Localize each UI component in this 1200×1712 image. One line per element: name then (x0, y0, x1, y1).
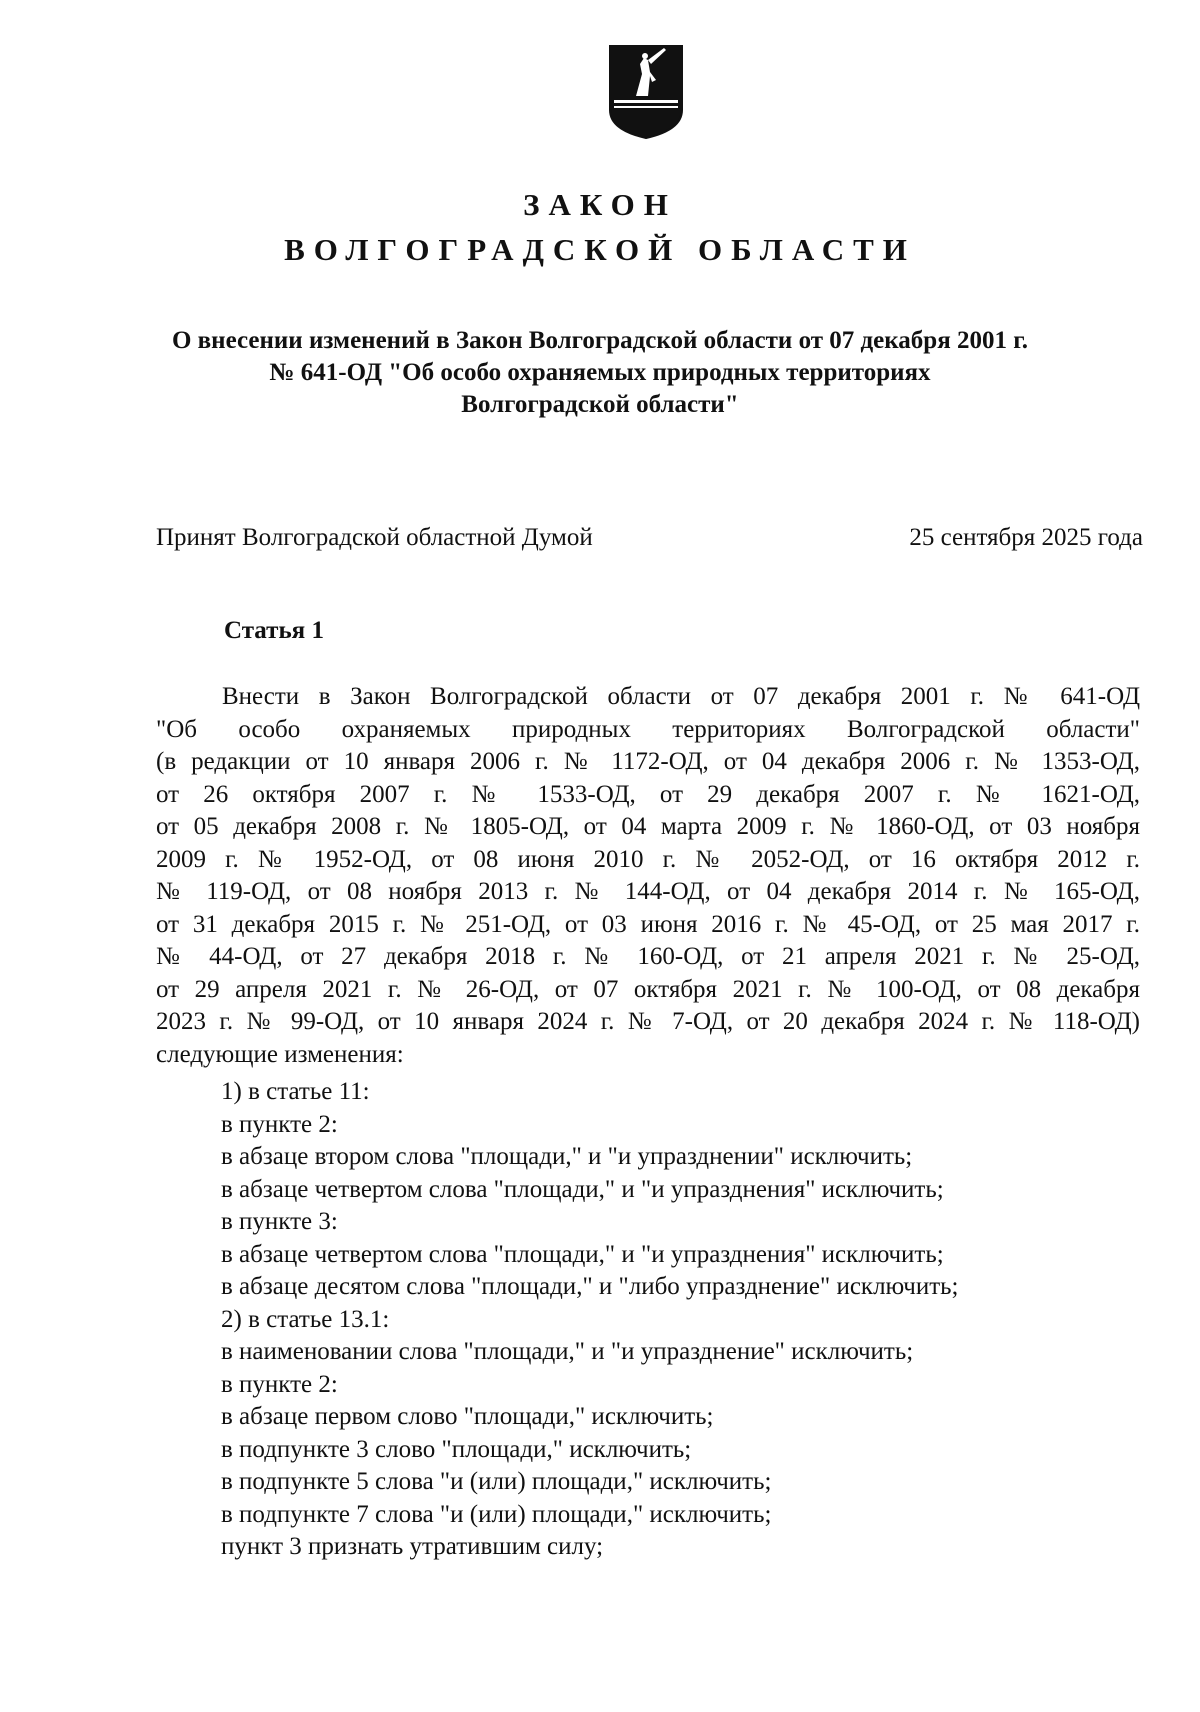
amendment-item: в пункте 2: (221, 1110, 338, 1138)
subject-line: № 641-ОД "Об особо охраняемых природных территориях (269, 359, 931, 386)
amendment-list (221, 1076, 959, 1564)
paragraph-line: от 29 апреля 2021 г. № 26-ОД, от 07 октября 2021 г. № 100-ОД, от 08 декабря (156, 975, 1140, 1003)
paragraph-line: 2009 г. № 1952-ОД, от 08 июня 2010 г. № 2052-ОД, от 16 октября 2012 г. (156, 845, 1140, 873)
amendment-item: в подпункте 5 слова "и (или) площади," исключить; (221, 1468, 772, 1495)
paragraph-line: № 119-ОД, от 08 ноября 2013 г. № 144-ОД, от 04 декабря 2014 г. № 165-ОД, (156, 878, 1140, 905)
amendment-item: 1) в статье 11: (221, 1078, 370, 1105)
amendment-item: в абзаце четвертом слова "площади," и "и упразднения" исключить; (221, 1240, 944, 1268)
adopted-by: Принят Волгоградской областной Думой (156, 524, 593, 551)
paragraph-line: "Об особо охраняемых природных территориях Волгоградской области" (156, 715, 1140, 743)
paragraph-line: Внести в Закон Волгоградской области от 07 декабря 2001 г. № 641-ОД (222, 683, 1140, 710)
amendment-item: в подпункте 3 слово "площади," исключить; (221, 1435, 692, 1463)
amendment-item: в наименовании слова "площади," и "и упразднение" исключить; (221, 1338, 914, 1365)
amendment-item: в подпункте 7 слова "и (или) площади," исключить; (221, 1500, 772, 1528)
paragraph-line: от 05 декабря 2008 г. № 1805-ОД, от 04 марта 2009 г. № 1860-ОД, от 03 ноября (156, 813, 1140, 840)
amendment-item: в пункте 2: (221, 1370, 338, 1398)
amendment-item: в пункте 3: (221, 1208, 338, 1235)
amendment-item: 2) в статье 13.1: (221, 1305, 390, 1333)
paragraph-line: (в редакции от 10 января 2006 г. № 1172-ОД, от 04 декабря 2006 г. № 1353-ОД, (156, 748, 1140, 775)
subject-line: О внесении изменений в Закон Волгоградской области от 07 декабря 2001 г. (171, 327, 1029, 354)
paragraph-line: следующие изменения: (156, 1040, 404, 1068)
article-intro-paragraph (156, 681, 1140, 1071)
law-title: ЗАКОН (523, 187, 677, 222)
paragraph-line: № 44-ОД, от 27 декабря 2018 г. № 160-ОД, от 21 апреля 2021 г. № 25-ОД, (156, 943, 1140, 970)
amendment-item: в абзаце четвертом слова "площади," и "и упразднения" исключить; (221, 1175, 944, 1203)
amendment-item: в абзаце втором слова "площади," и "и упразднении" исключить; (221, 1143, 913, 1170)
amendment-item: в абзаце десятом слова "площади," и "либо упразднение" исключить; (221, 1273, 959, 1300)
volgograd-coat-of-arms-icon (606, 44, 686, 140)
paragraph-line: от 26 октября 2007 г. № 1533-ОД, от 29 декабря 2007 г. № 1621-ОД, (156, 780, 1140, 808)
amendment-item: в абзаце первом слово "площади," исключить; (221, 1403, 714, 1430)
subject-line: Волгоградской области" (461, 391, 739, 418)
adopted-date: 25 сентября 2025 года (909, 524, 1143, 551)
amendment-item: пункт 3 признать утратившим силу; (221, 1533, 604, 1560)
law-region-title: ВОЛГОГРАДСКОЙ ОБЛАСТИ (284, 232, 916, 267)
article-heading: Статья 1 (224, 617, 324, 644)
law-subject (120, 325, 1080, 421)
paragraph-line: от 31 декабря 2015 г. № 251-ОД, от 03 июня 2016 г. № 45-ОД, от 25 мая 2017 г. (156, 910, 1140, 938)
paragraph-line: 2023 г. № 99-ОД, от 10 января 2024 г. № 7-ОД, от 20 декабря 2024 г. № 118-ОД) (156, 1008, 1140, 1035)
